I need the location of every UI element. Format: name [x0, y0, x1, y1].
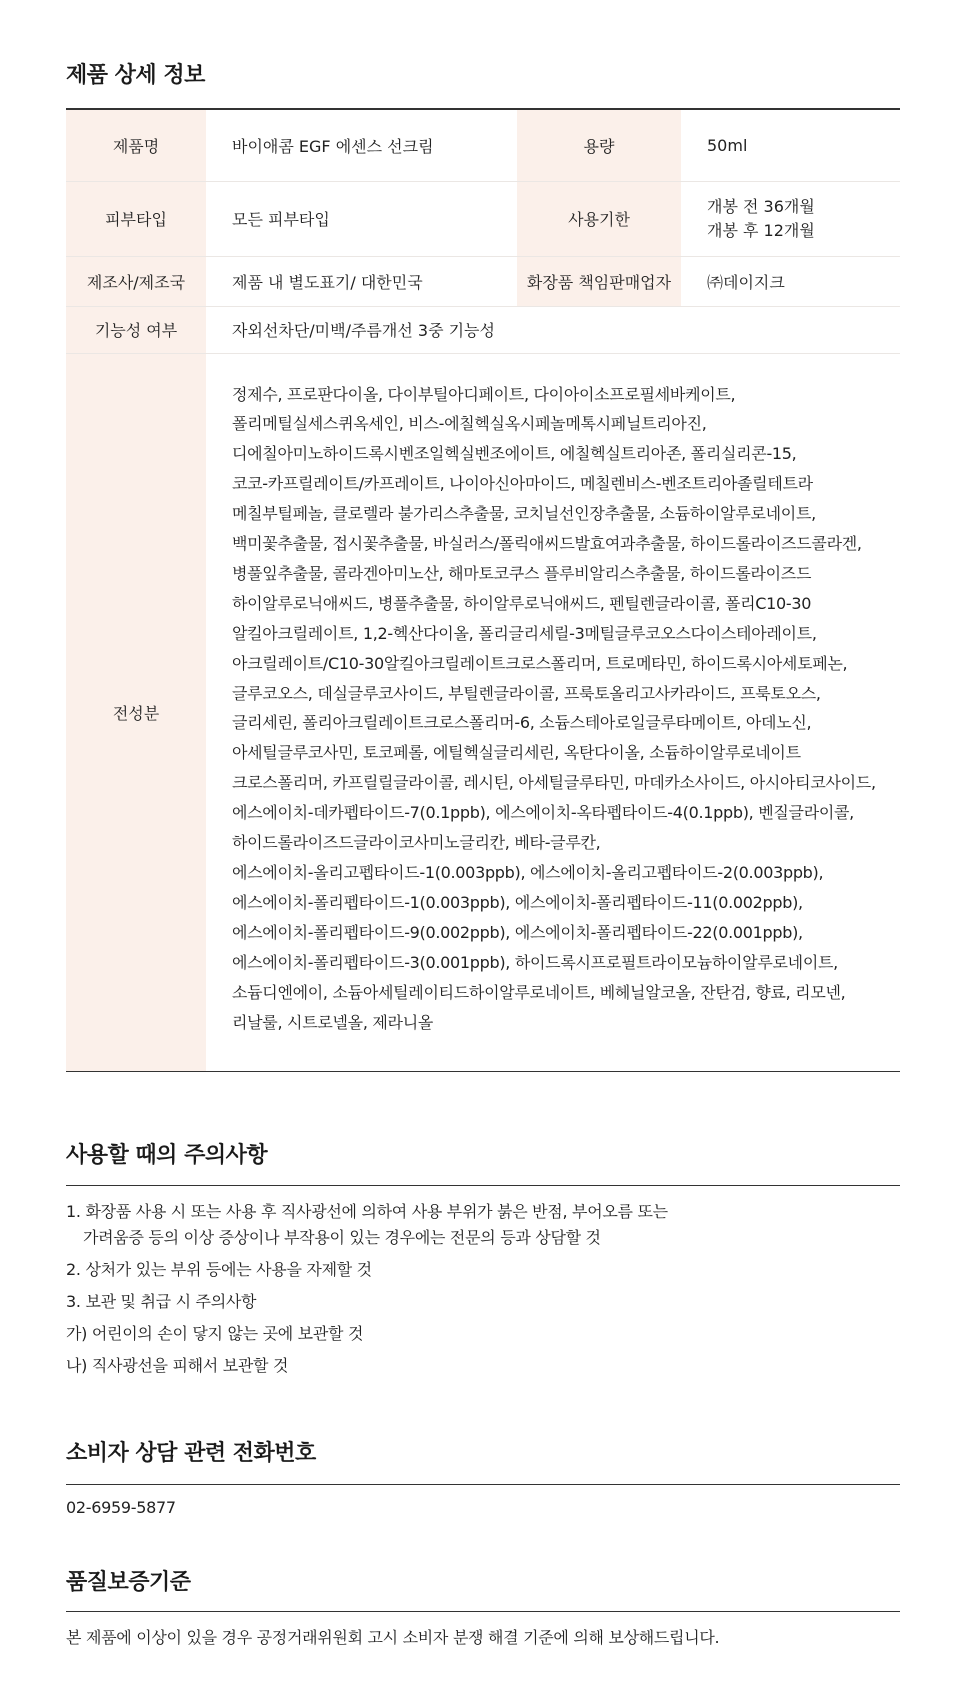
caution-list: [66, 1196, 900, 1382]
ingredient-line: 에스에이치-폴리펩타이드-1(0.003ppb), 에스에이치-폴리펩타이드-11(0.002ppb),: [232, 892, 803, 912]
manufacturer-value: 제품 내 별도표기/ 대한민국: [206, 256, 517, 306]
spec-row-functional: [66, 306, 900, 353]
caution-item: 나) 직사광선을 피해서 보관할 것: [66, 1356, 289, 1375]
expiry-value: [681, 181, 900, 256]
caution-item: 2. 상처가 있는 부위 등에는 사용을 자제할 것: [66, 1260, 372, 1279]
ingredients-value: [206, 353, 900, 1072]
product-name-label: 제품명: [66, 110, 206, 181]
ingredient-line: 정제수, 프로판다이올, 다이부틸아디페이트, 다이아이소프로필세바케이트,: [232, 384, 736, 404]
caution-title-rule: [66, 1185, 900, 1186]
ingredient-line: 글리세린, 폴리아크릴레이트크로스폴리머-6, 소듐스테아로일글루타메이트, 아데노신,: [232, 713, 812, 733]
functional-value: 자외선차단/미백/주름개선 3중 기능성: [206, 306, 900, 353]
ingredient-line: 리날룰, 시트로넬올, 제라니올: [232, 1012, 434, 1032]
detail-section-title: 제품 상세 정보: [66, 63, 205, 88]
ingredient-line: 에스에이치-폴리펩타이드-3(0.001ppb), 하이드록시프로필트라이모늄하이알루로네이트,: [232, 952, 838, 972]
ingredient-line: 코코-카프릴레이트/카프레이트, 나이아신아마이드, 메칠렌비스-벤조트리아졸릴테트라: [232, 474, 813, 494]
caution-item: 3. 보관 및 취급 시 주의사항: [66, 1292, 257, 1311]
functional-label: 기능성 여부: [66, 306, 206, 353]
ingredient-line: 크로스폴리머, 카프릴릴글라이콜, 레시틴, 아세틸글루타민, 마데카소사이드, 아시아티코사이드,: [232, 773, 876, 793]
ingredient-line: 아크릴레이트/C10-30알킬아크릴레이트크로스폴리머, 트로메타민, 하이드록시아세토페논,: [232, 653, 848, 673]
ingredient-line: 백미꽃추출물, 접시꽃추출물, 바실러스/폴릭애씨드발효여과추출물, 하이드롤라이즈드콜라겐,: [232, 534, 862, 554]
caution-item: 가) 어린이의 손이 닿지 않는 곳에 보관할 것: [66, 1324, 364, 1343]
spec-row-name: [66, 110, 900, 181]
ingredient-line: 에스에이치-올리고펩타이드-1(0.003ppb), 에스에이치-올리고펩타이드-2(0.003ppb),: [232, 863, 824, 882]
ingredient-line: 에스에이치-폴리펩타이드-9(0.002ppb), 에스에이치-폴리펩타이드-22(0.001ppb),: [232, 922, 803, 942]
caution-section-title: 사용할 때의 주의사항: [66, 1143, 268, 1168]
ingredient-line: 하이알루로닉애씨드, 병풀추출물, 하이알루로닉애씨드, 펜틸렌글라이콜, 폴리C10-30: [232, 593, 812, 613]
ingredient-line: 디에칠아미노하이드록시벤조일헥실벤조에이트, 에칠헥실트리아존, 폴리실리콘-15,: [232, 444, 797, 464]
ingredient-line: 아세틸글루코사민, 토코페롤, 에틸헥실글리세린, 옥탄다이올, 소듐하이알루로네이트: [232, 743, 801, 763]
ingredient-line: 알킬아크릴레이트, 1,2-헥산다이올, 폴리글리세릴-3메틸글루코오스다이스테아레이트,: [232, 623, 817, 643]
quality-title-rule: [66, 1611, 900, 1612]
ingredient-line: 메칠부틸페놀, 클로렐라 불가리스추출물, 코치닐선인장추출물, 소듐하이알루로네이트,: [232, 504, 816, 524]
skin-type-label: 피부타입: [66, 181, 206, 256]
spec-row-ingredients: [66, 353, 900, 1072]
ingredient-line: 소듐디엔에이, 소듐아세틸레이티드하이알루로네이트, 베헤닐알코올, 잔탄검, 향료, 리모넨,: [232, 982, 846, 1002]
ingredient-line: 에스에이치-데카펩타이드-7(0.1ppb), 에스에이치-옥타펩타이드-4(0.1ppb), 벤질글라이콜,: [232, 803, 854, 823]
volume-value: 50ml: [681, 110, 900, 181]
volume-label: 용량: [517, 110, 681, 181]
product-name-value: 바이애콤 EGF 에센스 선크림: [206, 110, 517, 181]
ingredients-label: 전성분: [66, 353, 206, 1072]
ingredient-line: 폴리메틸실세스퀴옥세인, 비스-에칠헥실옥시페놀메톡시페닐트리아진,: [232, 414, 707, 434]
seller-value: ㈜데이지크: [681, 256, 900, 306]
ingredient-line: 하이드롤라이즈드글라이코사미노글리칸, 베타-글루칸,: [232, 833, 601, 853]
product-spec-table: [66, 110, 900, 1072]
seller-label: 화장품 책임판매업자: [517, 256, 681, 306]
contact-phone: 02-6959-5877: [66, 1498, 176, 1517]
quality-text: 본 제품에 이상이 있을 경우 공정거래위원회 고시 소비자 분쟁 해결 기준에 의해 보상해드립니다.: [66, 1628, 720, 1647]
manufacturer-label: 제조사/제조국: [66, 256, 206, 306]
ingredient-line: 글루코오스, 데실글루코사이드, 부틸렌글라이콜, 프룩토올리고사카라이드, 프룩토오스,: [232, 683, 821, 703]
caution-item: 1. 화장품 사용 시 또는 사용 후 직사광선에 의하여 사용 부위가 붉은 반점, 부어오름 또는: [66, 1202, 668, 1221]
expiry-line-unopened: 개봉 전 36개월: [707, 196, 815, 216]
skin-type-value: 모든 피부타입: [206, 181, 517, 256]
contact-title-rule: [66, 1484, 900, 1485]
expiry-line-opened: 개봉 후 12개월: [707, 220, 815, 240]
caution-item-continuation: 가려움증 등의 이상 증상이나 부작용이 있는 경우에는 전문의 등과 상담할 것: [83, 1228, 601, 1247]
spec-row-maker: [66, 256, 900, 306]
quality-section-title: 품질보증기준: [66, 1570, 191, 1595]
expiry-label: 사용기한: [517, 181, 681, 256]
contact-section-title: 소비자 상담 관련 전화번호: [66, 1441, 316, 1466]
ingredient-line: 병풀잎추출물, 콜라겐아미노산, 해마토코쿠스 플루비알리스추출물, 하이드롤라이즈드: [232, 563, 812, 583]
spec-row-skin: [66, 181, 900, 256]
